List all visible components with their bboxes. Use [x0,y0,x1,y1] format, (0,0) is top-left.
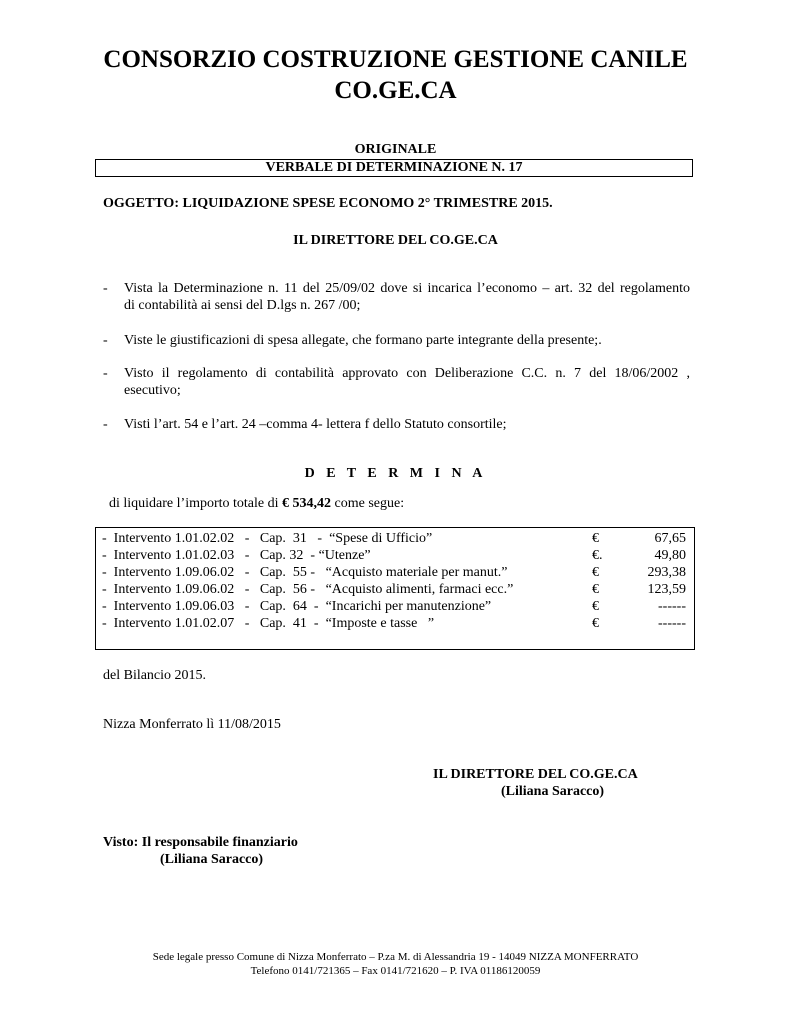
expense-description: - Intervento 1.09.06.02 - Cap. 56 - “Acquisto alimenti, farmaci ecc.” [102,582,514,597]
expense-row [96,530,694,547]
determination-number: VERBALE DI DETERMINAZIONE N. 17 [95,159,693,177]
expense-description: - Intervento 1.09.06.03 - Cap. 64 - “Incarichi per manutenzione” [102,599,492,614]
expense-row [96,615,694,632]
signature-name: (Liliana Saracco) [501,784,605,799]
org-title-line2: CO.GE.CA [334,77,457,104]
premise-dash: - [103,417,108,432]
footer-contacts: Telefono 0141/721365 – Fax 0141/721620 – P. IVA 01186120059 [250,965,541,977]
currency-symbol: € [592,582,599,597]
expense-description: - Intervento 1.01.02.03 - Cap. 32 - “Utenze” [102,548,371,563]
premise-2-line1: Viste le giustificazioni di spesa allegate, che formano parte integrante della presente;. [124,333,602,348]
budget-line: del Bilancio 2015. [103,668,207,683]
director-heading: IL DIRETTORE DEL CO.GE.CA [293,233,498,248]
visto-name: (Liliana Saracco) [160,852,264,867]
expense-row [96,547,694,564]
premise-dash: - [103,281,108,296]
premise-3-line2: esecutivo; [124,383,181,398]
liquidation-sentence [109,495,404,512]
premise-dash: - [103,333,108,348]
liquidation-prefix: di liquidare l’importo totale di [109,496,283,511]
expense-items-box [95,527,695,650]
currency-symbol: € [592,616,599,631]
expense-amount: ------ [658,599,686,614]
expense-amount: 49,80 [654,548,686,563]
premise-dash: - [103,366,108,381]
currency-symbol: € [592,599,599,614]
place-date: Nizza Monferrato lì 11/08/2015 [103,717,281,732]
footer-address: Sede legale presso Comune di Nizza Monferrato – P.za M. di Alessandria 19 - 14049 NIZZA MONFERRATO [152,951,639,963]
currency-symbol: € [592,565,599,580]
expense-amount: 67,65 [654,531,686,546]
subject-line: OGGETTO: LIQUIDAZIONE SPESE ECONOMO 2° TRIMESTRE 2015. [103,196,553,211]
currency-symbol: € [592,531,599,546]
expense-description: - Intervento 1.01.02.02 - Cap. 31 - “Spese di Ufficio” [102,531,433,546]
premise-3-line1: Visto il regolamento di contabilità approvato con Deliberazione C.C. n. 7 del 18/06/2002 , [124,366,690,381]
premise-1-line2: di contabilità ai sensi del D.lgs n. 267 /00; [124,298,361,313]
liquidation-amount: € 534,42 [282,496,332,511]
expense-row [96,564,694,581]
expense-description: - Intervento 1.09.06.02 - Cap. 55 - “Acquisto materiale per manut.” [102,565,508,580]
doc-type-label: ORIGINALE [354,142,437,157]
expense-amount: ------ [658,616,686,631]
determina-heading: D E T E R M I N A [304,466,487,481]
org-title-line1: CONSORZIO COSTRUZIONE GESTIONE CANILE [103,46,688,73]
premise-1-line1: Vista la Determinazione n. 11 del 25/09/02 dove si incarica l’economo – art. 32 del regolamento [124,281,690,296]
currency-symbol: €. [592,548,603,563]
expense-amount: 293,38 [647,565,686,580]
expense-description: - Intervento 1.01.02.07 - Cap. 41 - “Imposte e tasse ” [102,616,435,631]
visto-role: Visto: Il responsabile finanziario [103,835,298,850]
expense-row [96,581,694,598]
signature-role: IL DIRETTORE DEL CO.GE.CA [433,767,638,782]
expense-amount: 123,59 [647,582,686,597]
expense-row [96,598,694,615]
premise-4-line1: Visti l’art. 54 e l’art. 24 –comma 4- lettera f dello Statuto consortile; [124,417,507,432]
liquidation-suffix: come segue: [331,496,405,511]
